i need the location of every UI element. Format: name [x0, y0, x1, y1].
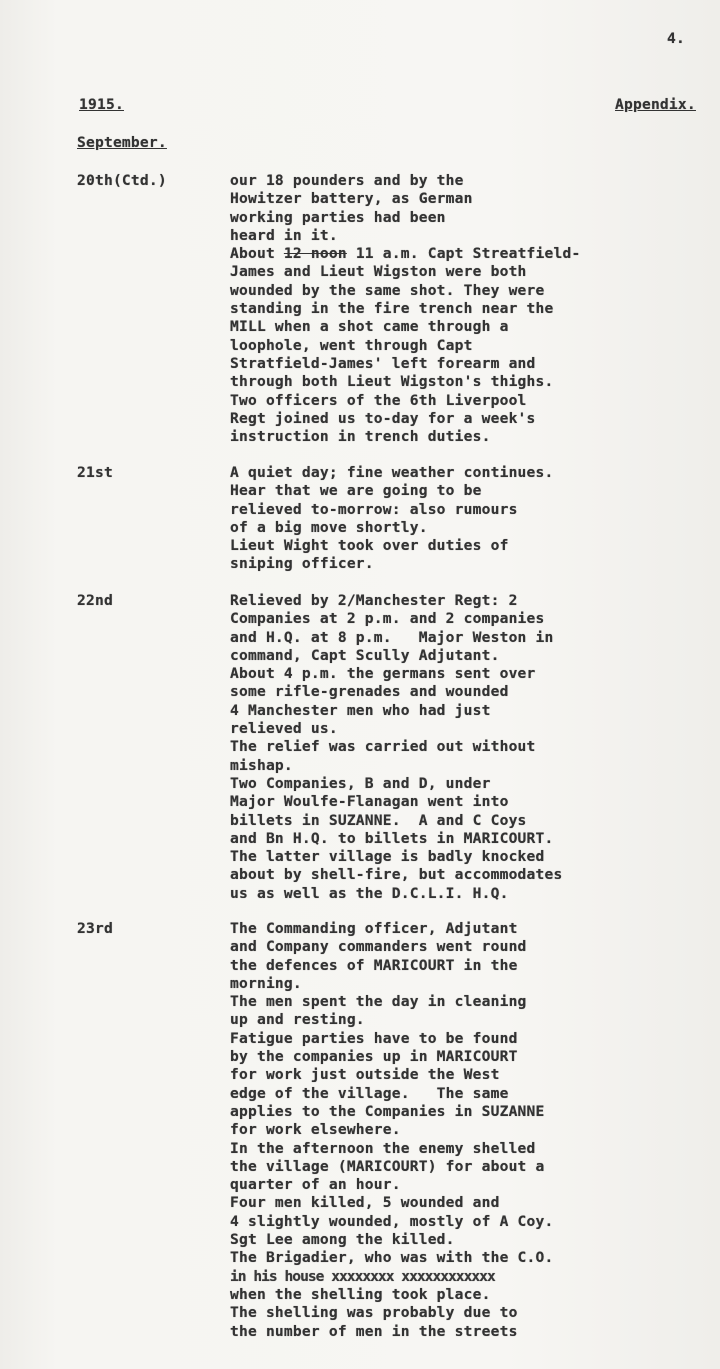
text-line: heard in it.: [230, 226, 338, 244]
text-line: Fatigue parties have to be found: [230, 1029, 518, 1047]
text-line-overtyped: in his house xxxxxxxx xxxxxxxxxxxx: [230, 1267, 495, 1285]
text-line: Sgt Lee among the killed.: [230, 1231, 455, 1249]
text-line: edge of the village. The same: [230, 1084, 509, 1102]
entry-date: 21st: [77, 464, 113, 481]
text-line: About 4 p.m. the germans sent over: [230, 665, 536, 683]
text-line: sniping officer.: [230, 555, 374, 573]
text-line: The latter village is badly knocked: [230, 848, 545, 866]
text-line: Howitzer battery, as German: [230, 190, 473, 208]
text-line: A quiet day; fine weather continues.: [230, 464, 554, 481]
text-line: loophole, went through Capt: [230, 336, 473, 354]
text-line: morning.: [230, 974, 302, 992]
text-line: applies to the Companies in SUZANNE: [230, 1102, 545, 1120]
text-line: Four men killed, 5 wounded and: [230, 1194, 500, 1212]
text-line: some rifle-grenades and wounded: [230, 683, 509, 701]
text-line: The relief was carried out without: [230, 738, 536, 756]
text-line: billets in SUZANNE. A and C Coys: [230, 811, 527, 829]
text-line: mishap.: [230, 756, 293, 774]
entry-text: [230, 172, 710, 446]
text-line: Relieved by 2/Manchester Regt: 2: [230, 592, 518, 609]
text-line: our 18 pounders and by the: [230, 172, 464, 189]
text-line: The Commanding officer, Adjutant: [230, 920, 518, 937]
text-line: 4 Manchester men who had just: [230, 701, 491, 719]
text-line: about by shell-fire, but accommodates: [230, 866, 563, 884]
text-line: command, Capt Scully Adjutant.: [230, 646, 500, 664]
entry-text: [230, 464, 710, 574]
line-rest: 11 a.m. Capt Streatfield-: [346, 245, 581, 263]
text-line: In the afternoon the enemy shelled: [230, 1139, 536, 1157]
text-line: Companies at 2 p.m. and 2 companies: [230, 610, 545, 628]
text-line: quarter of an hour.: [230, 1176, 401, 1194]
text-line: working parties had been: [230, 208, 446, 226]
text-line: standing in the fire trench near the: [230, 300, 554, 318]
entry-text: [230, 920, 710, 1341]
text-line: Stratfield-James' left forearm and: [230, 354, 536, 372]
text-line: James and Lieut Wigston were both: [230, 263, 527, 281]
text-line-with-correction: [230, 245, 710, 263]
text-line: the number of men in the streets: [230, 1322, 518, 1340]
text-line: The men spent the day in cleaning: [230, 993, 527, 1011]
text-line: and Bn H.Q. to billets in MARICOURT.: [230, 829, 554, 847]
text-line: relieved to-morrow: also rumours: [230, 500, 518, 518]
year-heading: 1915.: [79, 96, 124, 113]
text-line: Two officers of the 6th Liverpool: [230, 391, 527, 409]
text-line: and H.Q. at 8 p.m. Major Weston in: [230, 628, 554, 646]
text-line: up and resting.: [230, 1011, 365, 1029]
text-line: for work just outside the West: [230, 1066, 500, 1084]
text-line: wounded by the same shot. They were: [230, 281, 545, 299]
month-heading: September.: [77, 134, 167, 151]
text-line: by the companies up in MARICOURT: [230, 1048, 518, 1066]
text-line: of a big move shortly.: [230, 518, 428, 536]
struck-text: 12 noon: [283, 245, 347, 263]
text-line: Regt joined us to-day for a week's: [230, 409, 536, 427]
text-line: relieved us.: [230, 720, 338, 738]
text-line: us as well as the D.C.L.I. H.Q.: [230, 884, 509, 902]
text-line: The Brigadier, who was with the C.O.: [230, 1249, 554, 1267]
entry-text: [230, 592, 710, 903]
text-line: when the shelling took place.: [230, 1285, 491, 1303]
text-line: the village (MARICOURT) for about a: [230, 1157, 545, 1175]
appendix-heading: Appendix.: [615, 96, 696, 113]
text-line: the defences of MARICOURT in the: [230, 956, 518, 974]
text-line: 4 slightly wounded, mostly of A Coy.: [230, 1212, 554, 1230]
text-line: Hear that we are going to be: [230, 482, 482, 500]
text-line: The shelling was probably due to: [230, 1304, 518, 1322]
page-number: 4.: [667, 30, 685, 47]
text-line: and Company commanders went round: [230, 938, 527, 956]
text-line: for work elsewhere.: [230, 1121, 401, 1139]
text-line: Lieut Wight took over duties of: [230, 537, 509, 555]
entry-date: 22nd: [77, 592, 113, 609]
text-line: instruction in trench duties.: [230, 428, 491, 446]
text-line: Two Companies, B and D, under: [230, 774, 491, 792]
text-line: Major Woulfe-Flanagan went into: [230, 793, 509, 811]
line-prefix: About: [230, 245, 284, 263]
entry-date: 23rd: [77, 920, 113, 937]
text-line: MILL when a shot came through a: [230, 318, 509, 336]
entry-date: 20th(Ctd.): [77, 172, 167, 189]
text-line: through both Lieut Wigston's thighs.: [230, 373, 554, 391]
